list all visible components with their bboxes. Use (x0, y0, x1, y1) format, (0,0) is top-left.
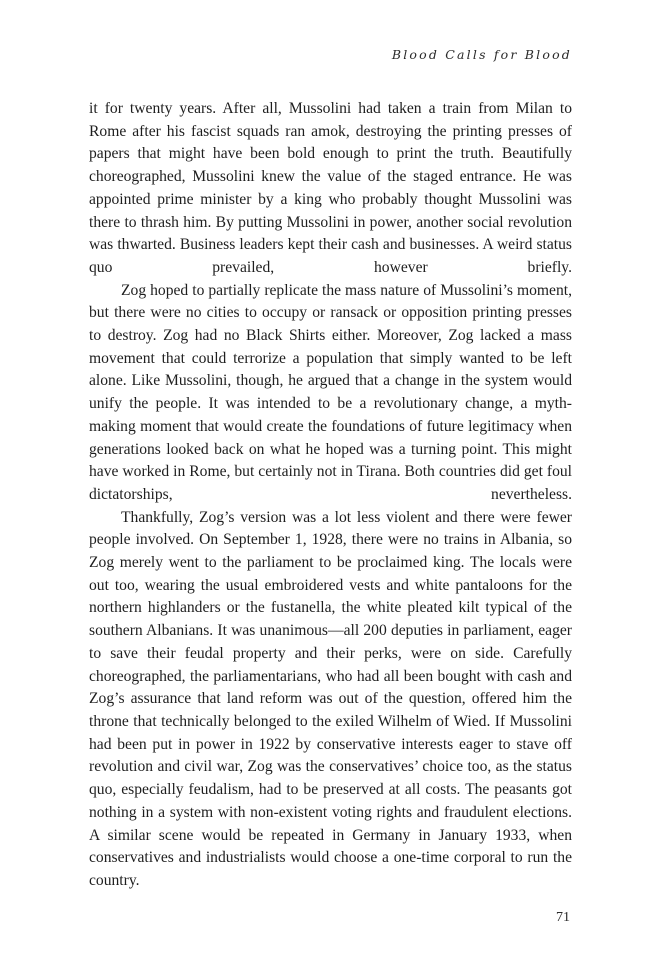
page-body (89, 98, 572, 893)
paragraph-thankfully: Thankfully, Zog’s version was a lot less violent and there were fewer people involved. On September 1, 1928, there were no trains in Albania, so Zog merely went to the parliament to be proclaimed king. The locals were out too, wearing the usual embroidered vests and white pantaloons for the northern highlanders or the fustanella, the white pleated kilt typical of the southern Albanians. It was unanimous—all 200 deputies in parliament, eager to save their feudal property and their perks, were on side. Carefully choreographed, the parliamentarians, who had all been bought with cash and Zog’s assurance that land reform was out of the question, offered him the throne that technically belonged to the exiled Wilhelm of Wied. If Mussolini had been put in power in 1922 by conservative interests eager to stave off revolution and civil war, Zog was the conservatives’ choice too, as the status quo, especially feudalism, had to be preserved at all costs. The peasants got nothing in a system with non-existent voting rights and fraudulent elections. A similar scene would be repeated in Germany in January 1933, when conservatives and industrialists would choose a one-time corporal to run the country. (89, 508, 572, 889)
running-head: Blood Calls for Blood (391, 47, 572, 62)
page-number: 71 (556, 910, 570, 925)
paragraph-continued: it for twenty years. After all, Mussolini had taken a train from Milan to Rome after his fascist squads ran amok, destroying the printing presses of papers that might have been bold enough to print the truth. Beautifully choreographed, Mussolini knew the value of the staged entrance. He was appointed prime minister by a king who probably thought Mussolini was there to thrash him. By putting Mussolini in power, another social revolution was thwarted. Business leaders kept their cash and businesses. A weird status quo prevailed, however briefly. (89, 100, 572, 276)
paragraph-zog-hoped: Zog hoped to partially replicate the mass nature of Mussolini’s moment, but there were no cities to occupy or ransack or opposition printing presses to destroy. Zog had no Black Shirts either. Moreover, Zog lacked a mass movement that could terrorize a population that simply wanted to be left alone. Like Mussolini, though, he argued that a change in the system would unify the people. It was intended to be a revolutionary change, a myth-making moment that would create the foundations of future legitimacy when generations looked back on what he hoped was a turning point. This might have worked in Rome, but certainly not in Tirana. Both countries did get foul dictatorships, nevertheless. (89, 281, 572, 503)
